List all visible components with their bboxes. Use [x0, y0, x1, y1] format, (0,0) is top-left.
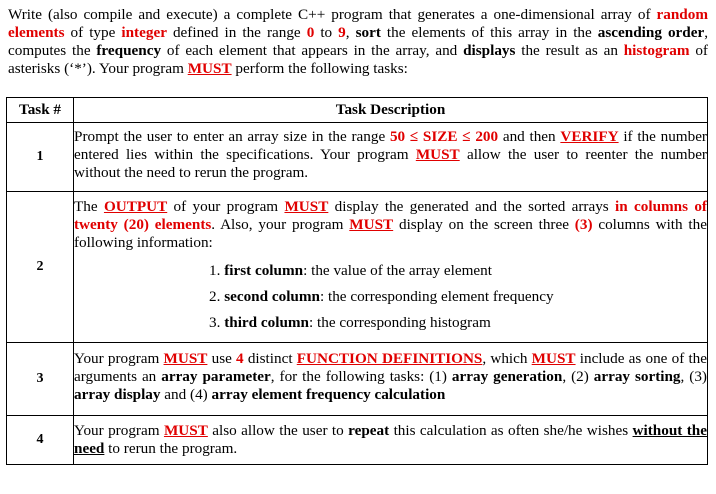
- intro-text: defined in the range: [166, 24, 307, 41]
- desc-highlight-size-range: 50 ≤ SIZE ≤ 200: [389, 128, 499, 145]
- desc-bold-repeat: repeat: [348, 422, 390, 439]
- desc-text: Your program: [74, 350, 164, 367]
- intro-bold-frequency: frequency: [96, 42, 162, 59]
- list-item: [209, 288, 707, 306]
- intro-highlight-range-max: 9: [338, 24, 346, 41]
- intro-bold-sort: sort: [355, 24, 381, 41]
- task-description: [74, 123, 708, 192]
- desc-text: include as one of the arguments an: [74, 350, 707, 385]
- intro-text: , computes the: [8, 24, 709, 59]
- desc-text: , (2): [562, 368, 594, 385]
- desc-text: The: [74, 198, 104, 215]
- intro-bold-ascending-order: ascending order: [597, 24, 705, 41]
- list-item: [209, 314, 707, 332]
- desc-highlight-must: MUST: [163, 350, 208, 367]
- desc-highlight-three: (3): [574, 216, 593, 233]
- task-description: [74, 416, 708, 465]
- desc-highlight-must: MUST: [531, 350, 576, 367]
- desc-text: and then: [498, 128, 561, 145]
- desc-text: Prompt the user to enter an array size in the range: [74, 128, 390, 145]
- list-bold-label: first column: [224, 262, 304, 279]
- intro-text: the elements of this array in the: [380, 24, 598, 41]
- intro-highlight-must: MUST: [187, 60, 232, 77]
- list-bold-label: third column: [224, 314, 309, 331]
- desc-text: use: [207, 350, 237, 367]
- table-row-task-4: [7, 416, 708, 465]
- desc-text: and (4): [160, 386, 212, 403]
- desc-bold-frequency-calculation: array element frequency calculation: [211, 386, 446, 403]
- list-item: [209, 262, 707, 280]
- desc-text: display the generated and the sorted arrays: [328, 198, 616, 215]
- desc-text: columns with the following information:: [74, 216, 707, 251]
- list-number: 1.: [209, 262, 225, 279]
- desc-highlight-must: MUST: [163, 422, 208, 439]
- desc-bold-array-display: array display: [74, 386, 161, 403]
- desc-highlight-must: MUST: [284, 198, 329, 215]
- task-description: [74, 343, 708, 416]
- desc-highlight-function-definitions: FUNCTION DEFINITIONS: [296, 350, 483, 367]
- intro-text: of each element that appears in the array, and: [161, 42, 464, 59]
- table-row-task-1: [7, 123, 708, 192]
- table-header-row: [7, 98, 708, 123]
- desc-text: also allow the user to: [207, 422, 349, 439]
- header-task-number: Task #: [7, 98, 74, 123]
- desc-highlight-must: MUST: [349, 216, 394, 233]
- intro-highlight-random-elements: random elements: [8, 6, 708, 41]
- desc-text: Your program: [74, 422, 164, 439]
- task-number: 3: [7, 343, 74, 416]
- desc-highlight-must: MUST: [415, 146, 460, 163]
- desc-text: display on the screen three: [393, 216, 575, 233]
- desc-text: distinct: [243, 350, 297, 367]
- desc-bold-without-the-need: without the need: [74, 422, 707, 457]
- list-number: 3.: [209, 314, 225, 331]
- table-row-task-2: [7, 192, 708, 343]
- list-bold-label: second column: [224, 288, 320, 305]
- intro-highlight-integer: integer: [121, 24, 167, 41]
- desc-text: , (3): [680, 368, 707, 385]
- column-list: [74, 262, 707, 332]
- desc-highlight-four: 4: [236, 350, 244, 367]
- desc-text: if the number entered lies within the specifications. Your program: [74, 128, 707, 163]
- desc-highlight-columns-of-twenty: in columns of twenty (20) elements: [74, 198, 707, 233]
- intro-text: perform the following tasks:: [231, 60, 408, 77]
- intro-text: ,: [345, 24, 356, 41]
- intro-paragraph: [8, 6, 708, 78]
- intro-text: of asterisks (‘*’). Your program: [8, 42, 708, 77]
- task-description: [74, 192, 708, 343]
- task-number: 2: [7, 192, 74, 343]
- header-task-description: Task Description: [74, 98, 708, 123]
- intro-highlight-range-min: 0: [306, 24, 315, 41]
- desc-highlight-verify: VERIFY: [560, 128, 619, 145]
- intro-text: of type: [64, 24, 122, 41]
- desc-text: to rerun the program.: [104, 440, 238, 457]
- intro-text: to: [314, 24, 339, 41]
- table-row-task-3: [7, 343, 708, 416]
- intro-text: the result as an: [515, 42, 624, 59]
- desc-text: this calculation as often she/he wishes: [389, 422, 633, 439]
- desc-text: of your program: [167, 198, 285, 215]
- list-number: 2.: [209, 288, 225, 305]
- task-number: 4: [7, 416, 74, 465]
- list-text: : the corresponding histogram: [309, 314, 491, 331]
- intro-bold-displays: displays: [463, 42, 516, 59]
- desc-text: allow the user to reenter the number without the need to rerun the program.: [74, 146, 707, 181]
- desc-text: , which: [482, 350, 532, 367]
- task-number: 1: [7, 123, 74, 192]
- desc-bold-array-generation: array generation: [451, 368, 563, 385]
- list-text: : the corresponding element frequency: [319, 288, 554, 305]
- desc-text: , for the following tasks: (1): [270, 368, 452, 385]
- desc-highlight-output: OUTPUT: [103, 198, 168, 215]
- list-text: : the value of the array element: [303, 262, 492, 279]
- desc-bold-array-parameter: array parameter: [161, 368, 271, 385]
- intro-text: Write (also compile and execute) a complete C++ program that generates a one-dimensional array of: [8, 6, 657, 23]
- intro-highlight-histogram: histogram: [623, 42, 690, 59]
- desc-text: . Also, your program: [211, 216, 350, 233]
- desc-bold-array-sorting: array sorting: [593, 368, 681, 385]
- task-table: [6, 97, 708, 465]
